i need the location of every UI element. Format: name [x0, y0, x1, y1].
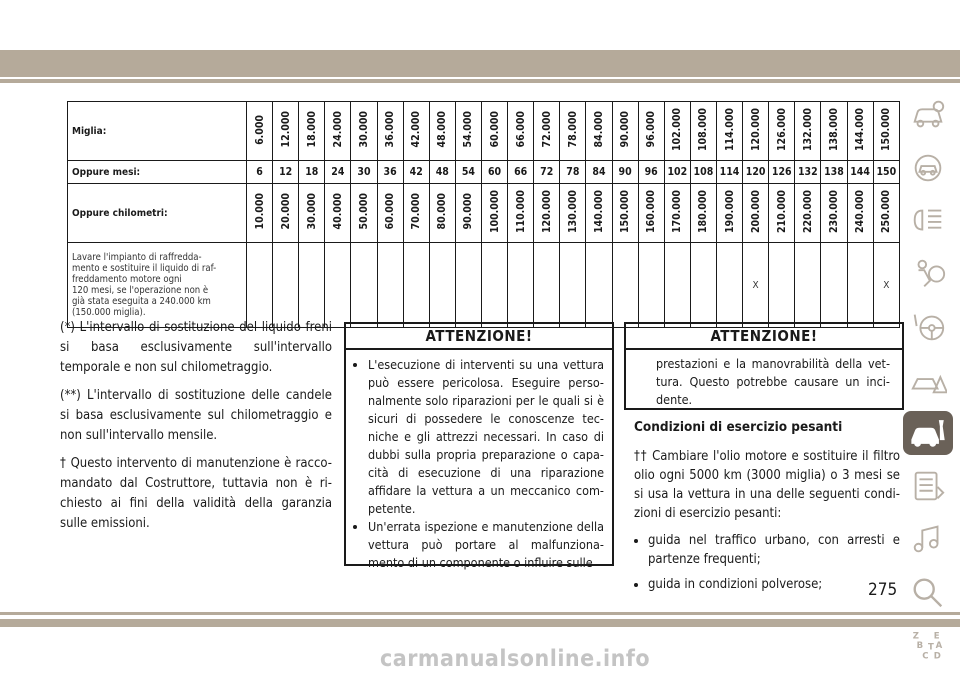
task-line: freddamento motore ogni — [72, 274, 182, 285]
miles-cell — [455, 102, 481, 161]
km-value: 230.000 — [827, 189, 840, 234]
miles-value: 54.000 — [462, 111, 475, 148]
km-cell — [299, 184, 325, 243]
task-mark-cell — [508, 243, 534, 328]
months-cell: 36 — [377, 161, 403, 184]
km-value: 60.000 — [384, 193, 397, 230]
condition-dusty: • guida in condizioni polverose; — [648, 575, 900, 594]
months-cell: 42 — [403, 161, 429, 184]
section-heading: Condizioni di esercizio pesanti — [634, 419, 843, 435]
km-cell — [351, 184, 377, 243]
months-cell: 132 — [795, 161, 821, 184]
task-line: Lavare l'impianto di raffredda- — [72, 252, 202, 263]
months-cell: 138 — [821, 161, 847, 184]
warning-box-2 — [624, 322, 904, 410]
warning-continued-text: prestazioni e la manovrabilità della vet-tura. Questo potrebbe causare un inci-dente. — [656, 356, 890, 407]
task-mark-cell — [351, 243, 377, 328]
miles-cell — [638, 102, 664, 161]
task-mark-cell — [403, 243, 429, 328]
km-value: 120.000 — [540, 189, 553, 234]
miles-cell — [690, 102, 716, 161]
task-mark-cell — [769, 243, 795, 328]
miles-value: 12.000 — [279, 111, 292, 148]
footnotes-column — [60, 318, 332, 542]
miles-cell — [351, 102, 377, 161]
months-cell: 120 — [743, 161, 769, 184]
task-mark-cell — [481, 243, 507, 328]
miles-value: 102.000 — [671, 107, 684, 152]
miles-value: 114.000 — [723, 107, 736, 152]
months-cell: 72 — [534, 161, 560, 184]
alpha-letter: D — [933, 651, 941, 662]
specifications-icon[interactable] — [903, 464, 953, 508]
miles-value: 18.000 — [305, 111, 318, 148]
km-value: 110.000 — [514, 189, 527, 234]
km-value: 70.000 — [410, 193, 423, 230]
task-mark-cell — [638, 243, 664, 328]
alpha-letter: B — [916, 640, 924, 651]
months-cell: 84 — [586, 161, 612, 184]
months-cell: 30 — [351, 161, 377, 184]
km-cell — [403, 184, 429, 243]
km-cell — [273, 184, 299, 243]
header-stripe — [0, 50, 960, 77]
miles-cell — [508, 102, 534, 161]
km-cell — [325, 184, 351, 243]
km-cell — [821, 184, 847, 243]
coolant-task-row — [68, 243, 900, 328]
km-cell — [508, 184, 534, 243]
miles-cell — [586, 102, 612, 161]
miles-cell — [429, 102, 455, 161]
task-mark-cell — [247, 243, 273, 328]
miles-value: 78.000 — [566, 111, 579, 148]
warning-item-2: • Un'errata ispezione e manutenzione della vettura può portare al malfunziona-mento di un componente o influire sulle — [368, 518, 604, 572]
maintenance-schedule-table — [67, 101, 900, 328]
task-mark-cell — [299, 243, 325, 328]
months-cell: 126 — [769, 161, 795, 184]
airbag-safety-icon[interactable] — [903, 252, 953, 296]
months-cell: 24 — [325, 161, 351, 184]
footnote-brake-fluid: (*) L'intervallo di sostituzione del liquido freni si basa esclusivamente sull'intervallo temporale e non sul chilometraggio. — [60, 320, 332, 375]
months-cell: 54 — [455, 161, 481, 184]
miles-label: Miglia: — [68, 102, 247, 161]
miles-value: 30.000 — [357, 111, 370, 148]
miles-value: 6.000 — [253, 114, 266, 145]
km-cell — [716, 184, 742, 243]
km-value: 150.000 — [619, 189, 632, 234]
months-cell: 108 — [690, 161, 716, 184]
months-cell: 60 — [481, 161, 507, 184]
km-value: 90.000 — [462, 193, 475, 230]
miles-value: 84.000 — [592, 111, 605, 148]
alpha-letter: A — [935, 640, 943, 651]
miles-cell — [377, 102, 403, 161]
miles-value: 132.000 — [801, 107, 814, 152]
task-mark-cell — [586, 243, 612, 328]
months-cell: 102 — [664, 161, 690, 184]
miles-cell — [247, 102, 273, 161]
km-cell — [586, 184, 612, 243]
km-cell — [560, 184, 586, 243]
miles-value: 72.000 — [540, 111, 553, 148]
months-cell: 96 — [638, 161, 664, 184]
task-mark-cell — [377, 243, 403, 328]
task-mark-cell: X — [743, 243, 769, 328]
alpha-letter: E — [933, 631, 940, 642]
km-cell — [769, 184, 795, 243]
km-value: 130.000 — [566, 189, 579, 234]
alphabetical-index-icon[interactable] — [903, 623, 953, 667]
km-cell — [638, 184, 664, 243]
task-mark-cell — [273, 243, 299, 328]
km-value: 180.000 — [697, 189, 710, 234]
task-mark-cell — [847, 243, 873, 328]
miles-cell — [612, 102, 638, 161]
search-index-icon[interactable] — [903, 570, 953, 614]
km-value: 170.000 — [671, 189, 684, 234]
heavy-conditions-column — [634, 418, 900, 600]
months-cell: 150 — [873, 161, 899, 184]
task-mark-cell — [821, 243, 847, 328]
km-cell — [847, 184, 873, 243]
miles-cell — [299, 102, 325, 161]
footnote-spark-plugs: (**) L'intervallo di sostituzione delle candele si basa esclusivamente sul chilometraggio e non sull'intervallo mensile. — [60, 388, 332, 443]
km-value: 140.000 — [592, 189, 605, 234]
miles-value: 144.000 — [854, 107, 867, 152]
task-line: mento e sostituire il liquido di raf- — [72, 263, 217, 274]
months-cell: 144 — [847, 161, 873, 184]
task-mark-cell — [325, 243, 351, 328]
km-value: 250.000 — [880, 189, 893, 234]
miles-value: 60.000 — [488, 111, 501, 148]
top-margin — [0, 0, 960, 50]
miles-cell — [481, 102, 507, 161]
miles-cell — [716, 102, 742, 161]
km-cell — [873, 184, 899, 243]
task-line: 120 mesi, se l'operazione non è — [72, 285, 209, 296]
condition-urban-traffic: • guida nel traffico urbano, con arresti e partenze frequenti; — [648, 531, 900, 569]
breakdown-icon[interactable] — [903, 358, 953, 402]
task-mark-cell — [612, 243, 638, 328]
miles-value: 36.000 — [384, 111, 397, 148]
miles-cell — [560, 102, 586, 161]
km-value: 210.000 — [775, 189, 788, 234]
footnote-emissions: † Questo intervento di manutenzione è racco-mandato dal Costruttore, tuttavia non è ri-chiesto ai fini della validità della garanzia sulle emissioni. — [60, 456, 332, 531]
task-mark-cell — [534, 243, 560, 328]
miles-cell — [403, 102, 429, 161]
alpha-letter: T — [928, 642, 934, 653]
header-line — [0, 79, 960, 83]
months-cell: 66 — [508, 161, 534, 184]
miles-value: 96.000 — [645, 111, 658, 148]
km-cell — [612, 184, 638, 243]
coolant-task-description — [68, 243, 247, 328]
km-cell — [795, 184, 821, 243]
km-cell — [429, 184, 455, 243]
months-cell: 90 — [612, 161, 638, 184]
task-line: già stata eseguita a 240.000 km — [72, 296, 211, 307]
months-cell: 78 — [560, 161, 586, 184]
footer-line — [0, 612, 960, 615]
steering-wheel-icon[interactable] — [903, 305, 953, 349]
multimedia-icon[interactable] — [903, 517, 953, 561]
months-cell: 48 — [429, 161, 455, 184]
miles-cell — [325, 102, 351, 161]
km-cell — [481, 184, 507, 243]
miles-cell — [795, 102, 821, 161]
km-cell — [247, 184, 273, 243]
miles-row — [68, 102, 900, 161]
months-label: Oppure mesi: — [68, 161, 247, 184]
km-value: 190.000 — [723, 189, 736, 234]
km-value: 10.000 — [253, 193, 266, 230]
miles-value: 108.000 — [697, 107, 710, 152]
warning-title-2: ATTENZIONE! — [626, 324, 902, 350]
miles-value: 138.000 — [827, 107, 840, 152]
miles-cell — [769, 102, 795, 161]
months-cell: 12 — [273, 161, 299, 184]
km-value: 40.000 — [331, 193, 344, 230]
miles-cell — [821, 102, 847, 161]
miles-value: 48.000 — [436, 111, 449, 148]
km-cell — [377, 184, 403, 243]
task-mark-cell — [690, 243, 716, 328]
km-value: 30.000 — [305, 193, 318, 230]
km-value: 80.000 — [436, 193, 449, 230]
miles-cell — [273, 102, 299, 161]
chapter-sidebar — [903, 93, 957, 676]
km-value: 100.000 — [488, 189, 501, 234]
km-value: 50.000 — [357, 193, 370, 230]
task-line: (150.000 miglia). — [72, 307, 146, 318]
miles-value: 120.000 — [749, 107, 762, 152]
miles-value: 24.000 — [331, 111, 344, 148]
oil-change-paragraph: †† Cambiare l'olio motore e sostituire il filtro olio ogni 5000 km (3000 miglia) o 3 mesi se si usa la vettura in una delle seguenti condi-zioni di esercizio pesanti: — [634, 449, 900, 521]
task-mark-cell — [429, 243, 455, 328]
watermark-text: carmanualsonline.info — [380, 646, 651, 672]
km-cell — [690, 184, 716, 243]
km-label: Oppure chilometri: — [68, 184, 247, 243]
km-value: 20.000 — [279, 193, 292, 230]
months-row — [68, 161, 900, 184]
km-value: 200.000 — [749, 189, 762, 234]
miles-cell — [873, 102, 899, 161]
footer-stripe — [0, 619, 960, 627]
miles-value: 150.000 — [880, 107, 893, 152]
dashboard-car-icon[interactable] — [903, 146, 953, 190]
km-cell — [534, 184, 560, 243]
task-mark-cell — [455, 243, 481, 328]
miles-value: 42.000 — [410, 111, 423, 148]
months-cell: 6 — [247, 161, 273, 184]
alpha-letter: Z — [912, 631, 920, 642]
task-mark-cell: X — [873, 243, 899, 328]
warning-title-1: ATTENZIONE! — [346, 324, 612, 350]
miles-cell — [664, 102, 690, 161]
warning-box-1 — [344, 322, 614, 570]
page-number: 275 — [868, 580, 898, 600]
months-cell: 18 — [299, 161, 325, 184]
car-info-icon[interactable] — [903, 93, 953, 137]
warning-item-1: • L'esecuzione di interventi su una vettura può essere pericolosa. Eseguire perso-nalmente solo riparazioni per le quali si è sicuri di possedere le conoscenze tec-niche e gli attrezzi necessari. In caso di dubbi sulla propria preparazione o capa-cità di esecuzione di una riparazione affidare la vettura a un meccanico com-petente. — [368, 356, 604, 518]
km-value: 220.000 — [801, 189, 814, 234]
miles-cell — [847, 102, 873, 161]
km-cell — [455, 184, 481, 243]
months-cell: 114 — [716, 161, 742, 184]
km-value: 240.000 — [854, 189, 867, 234]
miles-value: 126.000 — [775, 107, 788, 152]
km-row — [68, 184, 900, 243]
task-mark-cell — [664, 243, 690, 328]
km-value: 160.000 — [645, 189, 658, 234]
km-cell — [743, 184, 769, 243]
miles-value: 90.000 — [619, 111, 632, 148]
task-mark-cell — [716, 243, 742, 328]
alpha-letter: C — [922, 651, 929, 662]
km-cell — [664, 184, 690, 243]
miles-cell — [743, 102, 769, 161]
task-mark-cell — [795, 243, 821, 328]
warning-light-icon[interactable] — [903, 199, 953, 243]
miles-cell — [534, 102, 560, 161]
maintenance-icon[interactable] — [903, 411, 953, 455]
miles-value: 66.000 — [514, 111, 527, 148]
task-mark-cell — [560, 243, 586, 328]
